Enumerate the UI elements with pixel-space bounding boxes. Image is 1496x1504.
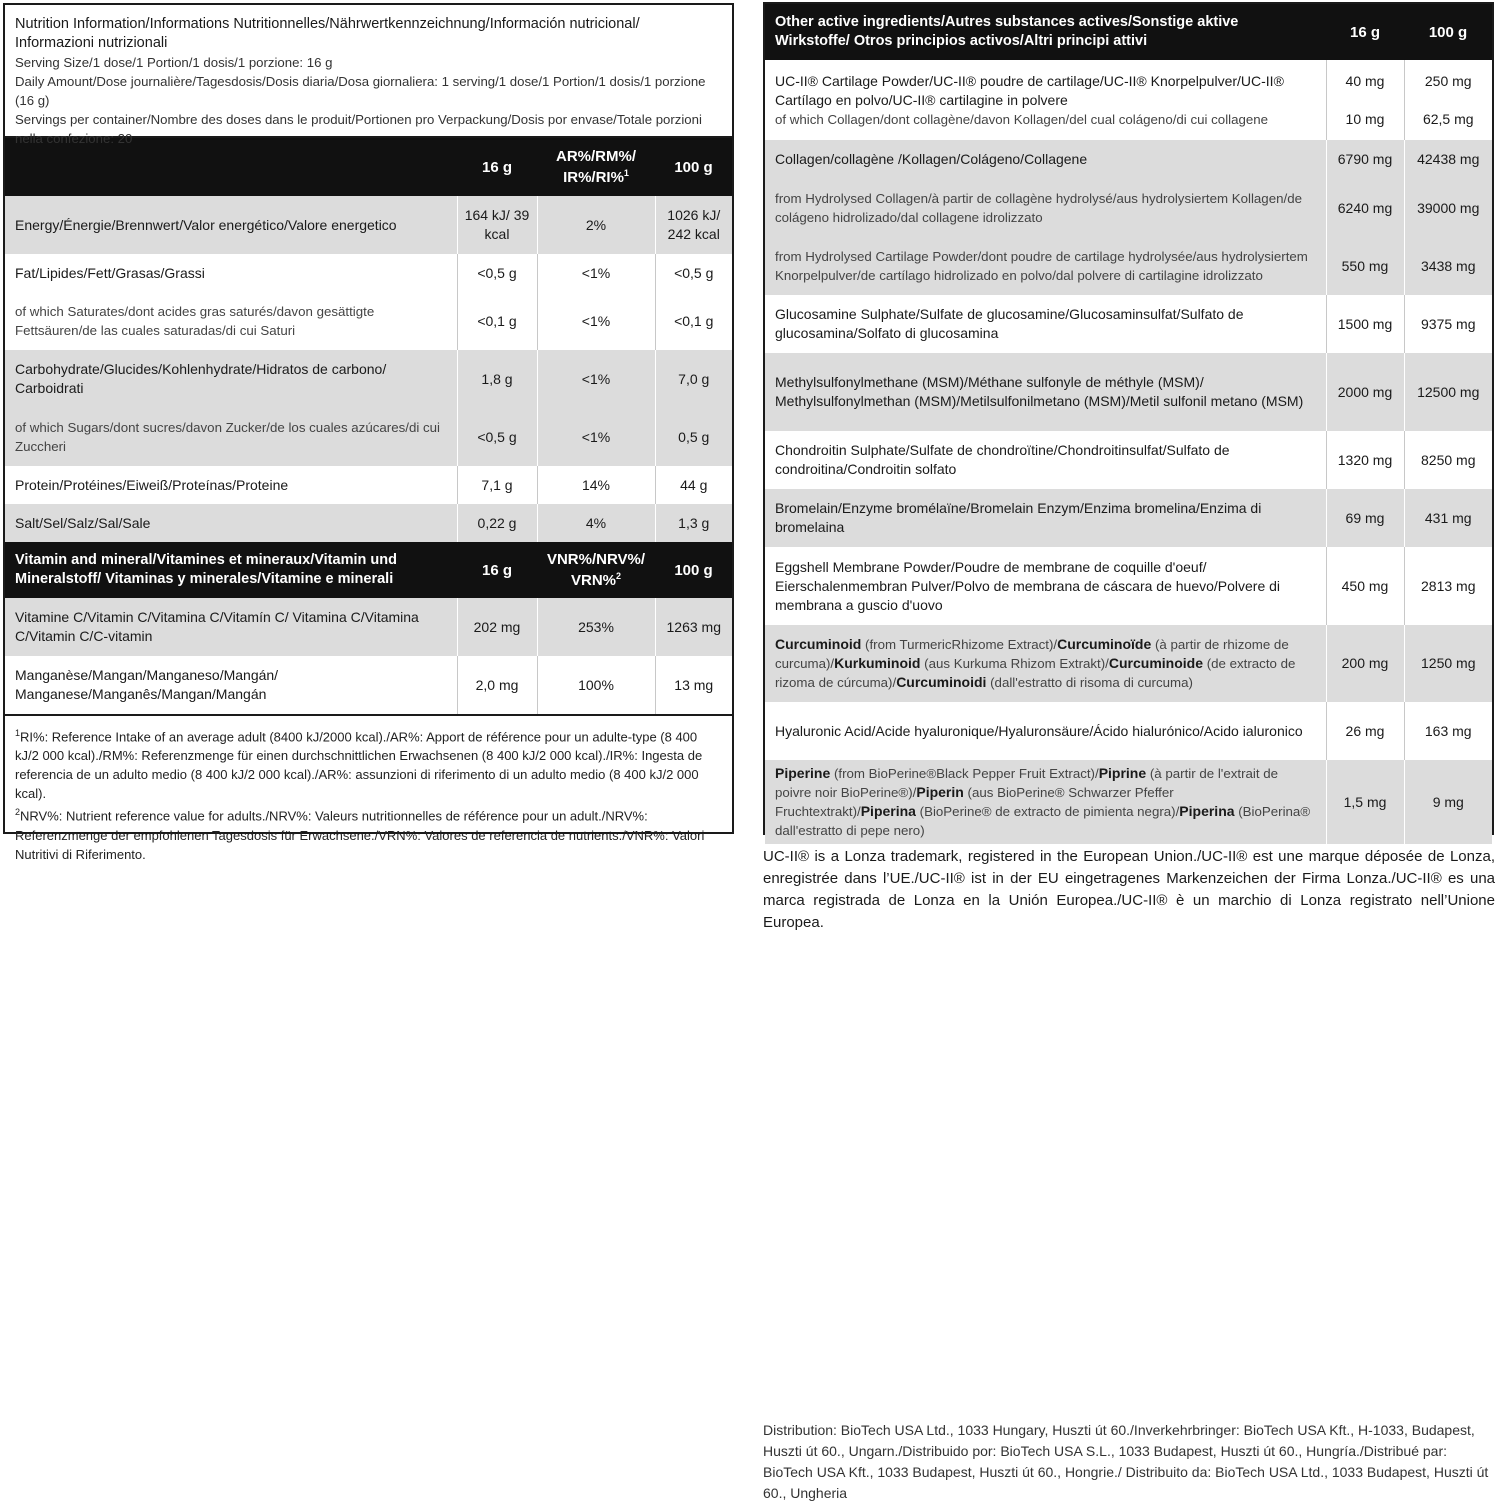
ingredient-100g: 12500 mg — [1404, 353, 1492, 431]
footnote-ri-text: RI%: Reference Intake of an average adult (8400 kJ/2000 kcal)./AR%: Apport de référence pour un adulte-type (8 400 kJ/2 000 kcal)./RM%: Referenzmenge für einen durchschnittlichen Erwachsenen (8 400 kJ/2 000 kcal)./IR%: Ingesta de referencia de un adulto medio (8 400 kJ/2 000 kcal)./AR%: assunzioni di riferimento di un adulto medio (8 400 kJ/2 000 kcal). — [15, 729, 703, 802]
nutrient-label: Energy/Énergie/Brennwert/Valor energético/Valore energetico — [15, 216, 397, 233]
footnotes — [5, 714, 732, 872]
ingredient-16g: 6790 mg — [1326, 140, 1404, 179]
uc2-sub-16g: 10 mg — [1345, 111, 1385, 127]
active-header-16g: 16 g — [1349, 23, 1380, 41]
hyaluronic-16g: 26 mg — [1326, 702, 1404, 760]
vitamin-nrv: 100% — [537, 656, 655, 714]
ingredient-100g: 2813 mg — [1404, 547, 1492, 625]
piperine-source: (BioPerine® de extracto de pimienta negra)/ — [915, 804, 1180, 819]
ingredient-100g: 431 mg — [1404, 489, 1492, 547]
nutrient-16g: 0,22 g — [457, 504, 537, 542]
ingredient-16g: 2000 mg — [1326, 353, 1404, 431]
curcumin-name: Curcuminoïde — [1057, 636, 1152, 652]
uc2-sub-label: of which Collagen/dont collagène/davon Kollagen/del cual colágeno/di cui collagene — [775, 111, 1269, 127]
nutrient-100g: 1,3 g — [655, 504, 732, 542]
servings-per-container: Servings per container/Nombre des doses dans le produit/Portionen pro Verpackung/Dosis por envase/Totale porzioni nella confezione: 20 — [15, 112, 702, 146]
hyaluronic-100g: 163 mg — [1404, 702, 1492, 760]
ingredient-label: Collagen/collagène /Kollagen/Colágeno/Collagene — [775, 151, 1088, 167]
curcumin-row — [765, 625, 1492, 702]
active-row — [765, 431, 1492, 489]
active-ingredients-panel — [763, 2, 1494, 838]
nutrient-100g: <0,5 g — [655, 254, 732, 292]
piperine-label — [765, 760, 1326, 844]
uc2-16g: 40 mg — [1345, 73, 1385, 89]
nutrition-row — [5, 504, 732, 542]
piperine-row — [765, 760, 1492, 844]
vitamin-row — [5, 598, 732, 656]
active-header-label: Other active ingredients/Autres substances actives/Sonstige aktive Wirkstoffe/ Otros principios activos/Altri principi attivi — [775, 14, 1239, 49]
curcumin-source: (dall'estratto di risoma di curcuma) — [986, 675, 1193, 690]
uc2-sub-100g: 62,5 mg — [1422, 111, 1474, 127]
vitamin-nrv: 253% — [537, 598, 655, 656]
nutrient-16g: 1,8 g — [457, 350, 537, 408]
uc2-100g: 250 mg — [1424, 73, 1472, 89]
piperine-16g: 1,5 mg — [1326, 760, 1404, 844]
nutrient-100g: 0,5 g — [655, 408, 732, 466]
uc2-row — [765, 60, 1492, 140]
vitamin-header-row — [5, 542, 732, 598]
active-header-100g: 100 g — [1428, 23, 1468, 41]
piperine-source: (BioPerina® dall'estratto di pepe nero) — [775, 804, 1311, 838]
vitamin-header-nrv-sup: 2 — [616, 571, 622, 581]
nutrient-label: Salt/Sel/Salz/Sal/Sale — [15, 514, 151, 531]
ingredient-label: Bromelain/Enzyme bromélaïne/Bromelain Enzym/Enzima bromelina/Enzima di bromelaina — [775, 500, 1262, 535]
uc2-label-cell — [765, 60, 1326, 140]
curcumin-source: (à partir de rhizome de curcuma)/ — [775, 637, 1289, 671]
nutrient-100g: 44 g — [655, 466, 732, 504]
nutrient-ri: <1% — [537, 408, 655, 466]
nutrition-row — [5, 196, 732, 254]
ingredient-16g: 550 mg — [1326, 237, 1404, 295]
vitamin-16g: 2,0 mg — [457, 656, 537, 714]
vitamin-header-nrv-line1: VNR%/NRV%/ — [546, 551, 646, 568]
active-row — [765, 295, 1492, 353]
header-100g: 100 g — [674, 158, 713, 176]
nutrient-ri: 4% — [537, 504, 655, 542]
nutrient-100g: 1026 kJ/ 242 kcal — [655, 196, 732, 254]
ingredient-label: Eggshell Membrane Powder/Poudre de membrane de coquille d'oeuf/ Eierschalenmembran Pulver/Polvo de membrana de cáscara de huevo/Polvere di membrana a guscio d'uovo — [775, 558, 1281, 613]
vitamin-header-nrv-line2: VRN% — [570, 572, 616, 589]
ingredient-label: Methylsulfonylmethane (MSM)/Méthane sulfonyle de méthyle (MSM)/ Methylsulfonylmethan (MSM)/Metilsulfonilmetano (MSM)/Metil sulfonil metano (MSM) — [775, 374, 1304, 409]
curcumin-label — [765, 625, 1326, 702]
nutrition-panel — [3, 3, 734, 862]
ingredient-label: from Hydrolysed Collagen/à partir de collagène hydrolysé/aus hydrolysiertem Kollagen/de colágeno hidrolizado/dal collagene idrolizzato — [775, 191, 1302, 225]
ingredient-16g: 1500 mg — [1326, 295, 1404, 353]
nutrient-16g: <0,5 g — [457, 408, 537, 466]
nutrition-row — [5, 408, 732, 466]
uc2-label: UC-II® Cartilage Powder/UC-II® poudre de cartilage/UC-II® Knorpelpulver/UC-II® Cartílago en polvo/UC-II® cartilagine in polvere — [775, 72, 1284, 108]
active-row — [765, 353, 1492, 431]
footnote-nrv — [15, 803, 722, 863]
vitamin-16g: 202 mg — [457, 598, 537, 656]
piperine-name: Piprine — [1098, 765, 1147, 781]
header-ri-line1: AR%/RM%/ — [555, 148, 636, 165]
curcumin-source: (from TurmericRhizome Extract)/ — [861, 637, 1058, 652]
ingredient-100g: 42438 mg — [1404, 140, 1492, 179]
nutrient-label: Fat/Lipides/Fett/Grasas/Grassi — [15, 264, 205, 281]
vitamin-row — [5, 656, 732, 714]
vitamin-header-16g: 16 g — [481, 561, 512, 579]
nutrient-label: of which Saturates/dont acides gras saturés/davon gesättigte Fettsäuren/de las cuales saturadas/di cui Saturi — [15, 304, 375, 338]
nutrient-ri: <1% — [537, 350, 655, 408]
daily-amount: Daily Amount/Dose journalière/Tagesdosis/Dosis diaria/Dosa giornaliera: 1 serving/1 dose/1 Portion/1 dosis/1 porzione (16 g) — [15, 74, 706, 108]
curcumin-source: (aus Kurkuma Rhizom Extrakt)/ — [920, 656, 1109, 671]
nutrient-16g: <0,1 g — [457, 292, 537, 350]
vitamin-header-label: Vitamin and mineral/Vitamines et mineraux/Vitamin und Mineralstoff/ Vitaminas y minerales/Vitamine e minerali — [15, 552, 397, 587]
active-row — [765, 547, 1492, 625]
active-row — [765, 140, 1492, 179]
piperine-100g: 9 mg — [1404, 760, 1492, 844]
ingredient-100g: 3438 mg — [1404, 237, 1492, 295]
ingredient-16g: 69 mg — [1326, 489, 1404, 547]
curcumin-16g: 200 mg — [1326, 625, 1404, 702]
footnote-nrv-mark: 2 — [15, 807, 21, 818]
vitamin-100g: 13 mg — [655, 656, 732, 714]
active-header-row — [765, 4, 1492, 60]
nutrient-16g: <0,5 g — [457, 254, 537, 292]
nutrient-ri: <1% — [537, 292, 655, 350]
piperine-source: (aus BioPerine® Schwarzer Pfeffer Fruchtextrakt)/ — [775, 785, 1174, 819]
header-ri — [537, 138, 655, 196]
nutrient-ri: <1% — [537, 254, 655, 292]
nutrient-label: of which Sugars/dont sucres/davon Zucker/de los cuales azúcares/di cui Zuccheri — [15, 420, 440, 454]
curcumin-name: Kurkuminoid — [834, 655, 921, 671]
active-row — [765, 237, 1492, 295]
piperine-source: (from BioPerine®Black Pepper Fruit Extract)/ — [830, 766, 1099, 781]
active-rows — [765, 140, 1492, 625]
uc2-100g-cell — [1404, 60, 1492, 140]
uc2-16g-cell — [1326, 60, 1404, 140]
ingredient-100g: 8250 mg — [1404, 431, 1492, 489]
piperine-name: Piperine — [775, 765, 831, 781]
vitamin-label: Manganèse/Mangan/Manganeso/Mangán/ Manganese/Manganês/Mangan/Mangán — [15, 667, 279, 702]
trademark-notice: UC-II® is a Lonza trademark, registered in the European Union./UC-II® est une marque déposée de Lonza, enregistrée dans l’UE./UC-II® ist in der EU eingetragenes Markenzeichen der Firma Lonza./UC-II® es una marca registrada de Lonza en la Unión Europea./UC-II® è un marchio di Lonza registrato nell’Unione Europea. — [763, 848, 1495, 931]
vitamin-header-100g: 100 g — [674, 561, 713, 579]
hyaluronic-label: Hyaluronic Acid/Acide hyaluronique/Hyaluronsäure/Ácido hialurónico/Acido ialuronico — [775, 722, 1303, 739]
piperine-name: Piperin — [916, 784, 964, 800]
hyaluronic-row — [765, 702, 1492, 760]
nutrition-title: Nutrition Information/Informations Nutritionnelles/Nährwertkennzeichnung/Información nutricional/ Informazioni nutrizionali — [15, 16, 640, 51]
nutrient-ri: 2% — [537, 196, 655, 254]
nutrient-100g: <0,1 g — [655, 292, 732, 350]
vitamin-rows — [5, 598, 732, 714]
nutrition-rows — [5, 196, 732, 542]
curcumin-source: (de extracto de rizoma de cúrcuma)/ — [775, 656, 1296, 690]
curcumin-name: Curcuminoidi — [896, 674, 987, 690]
header-ri-sup: 1 — [623, 168, 629, 178]
header-16g: 16 g — [481, 158, 512, 176]
footnote-ri-mark: 1 — [15, 728, 21, 738]
piperine-source: (à partir de l'extrait de poivre noir BioPerine®)/ — [775, 766, 1279, 800]
ingredient-100g: 9375 mg — [1404, 295, 1492, 353]
vitamin-header-nrv — [537, 542, 655, 598]
serving-size: Serving Size/1 dose/1 Portion/1 dosis/1 porzione: 16 g — [15, 55, 333, 70]
ingredient-label: Chondroitin Sulphate/Sulfate de chondroïtine/Chondroitinsulfat/Sulfato de condroitina/Condroitin solfato — [775, 442, 1230, 477]
header-ri-line2: IR%/RI% — [563, 169, 624, 186]
ingredient-label: from Hydrolysed Cartilage Powder/dont poudre de cartilage hydrolysée/aus hydrolysiertem Knorpelpulver/de cartílago hidrolizado en polvo/dal polvere di cartilagine idrolizzato — [775, 249, 1308, 283]
vitamin-100g: 1263 mg — [655, 598, 732, 656]
active-ingredients-table — [765, 4, 1492, 844]
nutrition-row — [5, 350, 732, 408]
curcumin-name: Curcuminoide — [1108, 655, 1204, 671]
distribution-notice: Distribution: BioTech USA Ltd., 1033 Hungary, Huszti út 60./Inverkehrbringer: BioTech USA Kft., H-1033, Budapest, Huszti út 60., Ungarn./Distribuido por: BioTech USA S.L., 1033 Budapest, Huszti út 60., Hungría./Distribué par: BioTech USA Kft., 1033 Budapest, Huszti út 60., Hongrie./ Distribuito da: BioTech USA Ltd., 1033 Budapest, Huszti út 60., Ungheria — [763, 1422, 1489, 1501]
piperine-name: Piperina — [860, 803, 916, 819]
footnote-nrv-text: NRV%: Nutrient reference value for adults./NRV%: Valeurs nutritionnelles de référence pour un adult./NRV%: Referenzmenge der empfohlenen Tagesdosis für Erwachsene./VRN%: Valores de referencia de nutrients./VNR%: Valori Nutritivi di Riferimento. — [15, 808, 705, 862]
ingredient-label: Glucosamine Sulphate/Sulfate de glucosamine/Glucosaminsulfat/Sulfato de glucosamina/Solfato di glucosamina — [775, 306, 1244, 341]
curcumin-name: Curcuminoid — [775, 636, 862, 652]
nutrition-row — [5, 292, 732, 350]
nutrition-row — [5, 466, 732, 504]
active-row — [765, 489, 1492, 547]
curcumin-100g: 1250 mg — [1404, 625, 1492, 702]
vitamin-label: Vitamine C/Vitamin C/Vitamina C/Vitamín C/ Vitamina C/Vitamina C/Vitamin C/C-vitamin — [15, 609, 419, 644]
nutrient-label: Protein/Protéines/Eiweiß/Proteínas/Proteine — [15, 476, 289, 493]
nutrient-label: Carbohydrate/Glucides/Kohlenhydrate/Hidratos de carbono/ Carboidrati — [15, 361, 387, 396]
piperine-name: Piperina — [1179, 803, 1235, 819]
nutrient-16g: 7,1 g — [457, 466, 537, 504]
nutrition-table — [5, 138, 732, 714]
ingredient-16g: 6240 mg — [1326, 179, 1404, 237]
nutrition-info — [5, 5, 732, 146]
ingredient-16g: 450 mg — [1326, 547, 1404, 625]
nutrition-row — [5, 254, 732, 292]
nutrient-100g: 7,0 g — [655, 350, 732, 408]
footnote-ri — [15, 724, 722, 803]
nutrient-16g: 164 kJ/ 39 kcal — [457, 196, 537, 254]
ingredient-16g: 1320 mg — [1326, 431, 1404, 489]
ingredient-100g: 39000 mg — [1404, 179, 1492, 237]
active-row — [765, 179, 1492, 237]
nutrient-ri: 14% — [537, 466, 655, 504]
